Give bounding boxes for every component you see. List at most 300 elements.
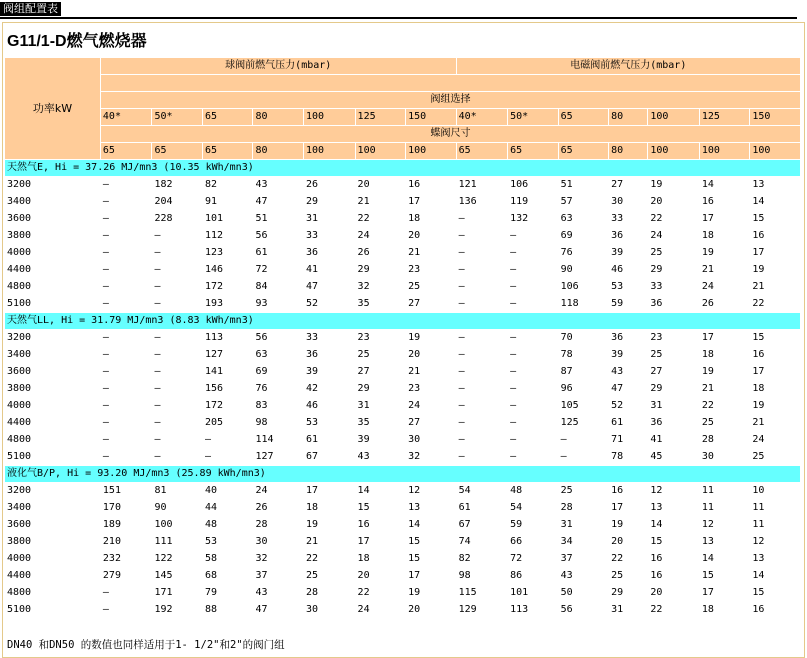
- pressure-value-cell: 204: [152, 194, 202, 210]
- pressure-value-cell: 61: [609, 415, 647, 431]
- pressure-value-cell: 67: [457, 517, 508, 533]
- pressure-value-cell: 12: [648, 483, 699, 499]
- butterfly-size-cell: 65: [559, 143, 609, 159]
- pressure-value-cell: —: [203, 449, 253, 465]
- pressure-value-cell: 28: [700, 432, 750, 448]
- pressure-value-cell: 93: [253, 296, 303, 312]
- pressure-value-cell: 22: [356, 585, 406, 601]
- pressure-value-cell: 192: [152, 602, 202, 618]
- pressure-value-cell: 52: [609, 398, 647, 414]
- power-value-cell: 4000: [5, 398, 100, 414]
- butterfly-size-cell: 100: [648, 143, 699, 159]
- pressure-value-cell: 14: [700, 177, 750, 193]
- pressure-value-cell: 18: [750, 381, 800, 397]
- pressure-value-cell: 36: [304, 347, 355, 363]
- power-value-cell: 5100: [5, 296, 100, 312]
- power-value-cell: 3800: [5, 228, 100, 244]
- pressure-value-cell: 19: [750, 262, 800, 278]
- pressure-value-cell: —: [152, 415, 202, 431]
- pressure-value-cell: 67: [304, 449, 355, 465]
- pressure-value-cell: 13: [750, 177, 800, 193]
- pressure-value-cell: 121: [457, 177, 508, 193]
- pressure-value-cell: 15: [750, 211, 800, 227]
- valve-size-cell: 100: [648, 109, 699, 125]
- pressure-value-cell: 56: [253, 330, 303, 346]
- pressure-value-cell: 119: [508, 194, 558, 210]
- pressure-value-cell: 29: [356, 262, 406, 278]
- pressure-value-cell: 21: [356, 194, 406, 210]
- pressure-value-cell: —: [508, 398, 558, 414]
- power-value-cell: 3600: [5, 364, 100, 380]
- gas-section-row: [5, 466, 800, 482]
- pressure-value-cell: 182: [152, 177, 202, 193]
- power-value-cell: 5100: [5, 602, 100, 618]
- table-row: [5, 262, 800, 278]
- pressure-value-cell: 16: [648, 551, 699, 567]
- pressure-value-cell: 31: [609, 602, 647, 618]
- pressure-value-cell: 13: [648, 500, 699, 516]
- pressure-value-cell: 114: [253, 432, 303, 448]
- pressure-value-cell: 13: [700, 534, 750, 550]
- pressure-value-cell: —: [457, 381, 508, 397]
- pressure-value-cell: 69: [253, 364, 303, 380]
- pressure-value-cell: —: [457, 449, 508, 465]
- pressure-value-cell: 29: [648, 262, 699, 278]
- pressure-value-cell: 132: [508, 211, 558, 227]
- section-tag: 阀组配置表: [0, 2, 61, 16]
- pressure-value-cell: —: [457, 211, 508, 227]
- header-row-butterfly: [5, 126, 800, 142]
- pressure-value-cell: 37: [253, 568, 303, 584]
- pressure-value-cell: —: [152, 364, 202, 380]
- pressure-value-cell: —: [508, 449, 558, 465]
- pressure-value-cell: 15: [648, 534, 699, 550]
- butterfly-size-cell: 100: [700, 143, 750, 159]
- pressure-value-cell: 44: [203, 500, 253, 516]
- pressure-value-cell: 27: [648, 364, 699, 380]
- pressure-value-cell: 34: [559, 534, 609, 550]
- pressure-value-cell: —: [457, 415, 508, 431]
- pressure-value-cell: 43: [609, 364, 647, 380]
- valve-size-cell: 40*: [457, 109, 508, 125]
- pressure-value-cell: —: [101, 364, 152, 380]
- valve-size-cell: 50*: [508, 109, 558, 125]
- pressure-value-cell: 25: [559, 483, 609, 499]
- pressure-value-cell: 30: [304, 602, 355, 618]
- pressure-value-cell: 25: [356, 347, 406, 363]
- pressure-value-cell: 11: [750, 517, 800, 533]
- pressure-value-cell: 136: [457, 194, 508, 210]
- pressure-value-cell: 123: [203, 245, 253, 261]
- pressure-value-cell: 41: [648, 432, 699, 448]
- pressure-value-cell: —: [152, 245, 202, 261]
- table-row: [5, 177, 800, 193]
- butterfly-size-cell: 80: [609, 143, 647, 159]
- pressure-value-cell: 84: [253, 279, 303, 295]
- pressure-value-cell: 87: [559, 364, 609, 380]
- pressure-value-cell: 25: [648, 347, 699, 363]
- pressure-value-cell: 83: [253, 398, 303, 414]
- pressure-value-cell: 189: [101, 517, 152, 533]
- pressure-value-cell: 31: [356, 398, 406, 414]
- pressure-value-cell: 17: [700, 585, 750, 601]
- pressure-value-cell: —: [152, 449, 202, 465]
- pressure-value-cell: 58: [203, 551, 253, 567]
- pressure-value-cell: 61: [457, 500, 508, 516]
- gas-section-row: [5, 160, 800, 176]
- valve-size-cell: 50*: [152, 109, 202, 125]
- pressure-value-cell: —: [508, 415, 558, 431]
- pressure-value-cell: 70: [559, 330, 609, 346]
- pressure-value-cell: 11: [700, 483, 750, 499]
- pressure-value-cell: —: [101, 602, 152, 618]
- pressure-value-cell: 29: [648, 381, 699, 397]
- table-row: [5, 245, 800, 261]
- pressure-value-cell: —: [457, 364, 508, 380]
- pressure-value-cell: 15: [750, 585, 800, 601]
- pressure-value-cell: —: [101, 330, 152, 346]
- power-value-cell: 3400: [5, 194, 100, 210]
- table-row: [5, 551, 800, 567]
- pressure-value-cell: 20: [648, 585, 699, 601]
- power-value-cell: 4400: [5, 568, 100, 584]
- pressure-value-cell: 48: [203, 517, 253, 533]
- pressure-value-cell: 26: [304, 177, 355, 193]
- pressure-value-cell: 24: [648, 228, 699, 244]
- pressure-value-cell: —: [508, 228, 558, 244]
- pressure-value-cell: 32: [356, 279, 406, 295]
- pressure-value-cell: 47: [609, 381, 647, 397]
- pressure-value-cell: 37: [559, 551, 609, 567]
- butterfly-size-header: 蝶阀尺寸: [101, 126, 800, 142]
- table-row: [5, 517, 800, 533]
- pressure-value-cell: 27: [406, 296, 456, 312]
- pressure-value-cell: 48: [508, 483, 558, 499]
- gas-section-title: 天然气LL, Hi = 31.79 MJ/mn3 (8.83 kWh/mn3): [5, 313, 800, 329]
- pressure-value-cell: 20: [406, 347, 456, 363]
- pressure-value-cell: 115: [457, 585, 508, 601]
- pressure-value-cell: 20: [406, 228, 456, 244]
- butterfly-size-cell: 65: [457, 143, 508, 159]
- header-row-spacer: [5, 75, 800, 91]
- pressure-value-cell: —: [152, 381, 202, 397]
- pressure-value-cell: 72: [253, 262, 303, 278]
- pressure-value-cell: 29: [609, 585, 647, 601]
- pressure-value-cell: 25: [648, 245, 699, 261]
- pressure-value-cell: 112: [203, 228, 253, 244]
- pressure-value-cell: 17: [750, 364, 800, 380]
- pressure-value-cell: 21: [700, 262, 750, 278]
- pressure-value-cell: 156: [203, 381, 253, 397]
- pressure-value-cell: 118: [559, 296, 609, 312]
- pressure-value-cell: 22: [750, 296, 800, 312]
- pressure-value-cell: 21: [406, 245, 456, 261]
- pressure-value-cell: 30: [609, 194, 647, 210]
- butterfly-size-cell: 100: [406, 143, 456, 159]
- pressure-value-cell: —: [101, 585, 152, 601]
- pressure-value-cell: 31: [648, 398, 699, 414]
- pressure-value-cell: 24: [356, 602, 406, 618]
- pressure-value-cell: 27: [406, 415, 456, 431]
- pressure-value-cell: —: [203, 432, 253, 448]
- pressure-value-cell: 57: [559, 194, 609, 210]
- pressure-value-cell: 56: [559, 602, 609, 618]
- pressure-value-cell: 53: [304, 415, 355, 431]
- pressure-value-cell: 24: [406, 398, 456, 414]
- pressure-value-cell: 205: [203, 415, 253, 431]
- pressure-value-cell: 20: [406, 602, 456, 618]
- table-row: [5, 330, 800, 346]
- pressure-value-cell: 33: [304, 228, 355, 244]
- power-value-cell: 5100: [5, 449, 100, 465]
- pressure-value-cell: —: [101, 415, 152, 431]
- pressure-value-cell: 82: [203, 177, 253, 193]
- table-row: [5, 415, 800, 431]
- pressure-value-cell: 25: [750, 449, 800, 465]
- pressure-value-cell: 40: [203, 483, 253, 499]
- pressure-value-cell: 20: [609, 534, 647, 550]
- pressure-value-cell: —: [508, 296, 558, 312]
- pressure-value-cell: 17: [700, 330, 750, 346]
- pressure-value-cell: 15: [700, 568, 750, 584]
- pressure-value-cell: —: [101, 381, 152, 397]
- valve-size-cell: 40*: [101, 109, 152, 125]
- pressure-value-cell: 145: [152, 568, 202, 584]
- power-value-cell: 4800: [5, 585, 100, 601]
- pressure-value-cell: 59: [508, 517, 558, 533]
- pressure-value-cell: 18: [304, 500, 355, 516]
- pressure-value-cell: 28: [559, 500, 609, 516]
- pressure-value-cell: 19: [406, 585, 456, 601]
- pressure-value-cell: 43: [356, 449, 406, 465]
- gas-section-row: [5, 313, 800, 329]
- pressure-value-cell: 14: [406, 517, 456, 533]
- pressure-value-cell: —: [508, 262, 558, 278]
- power-value-cell: 3200: [5, 483, 100, 499]
- pressure-value-cell: —: [457, 245, 508, 261]
- pressure-value-cell: —: [457, 296, 508, 312]
- pressure-value-cell: —: [101, 279, 152, 295]
- table-row: [5, 347, 800, 363]
- power-value-cell: 3400: [5, 500, 100, 516]
- pressure-value-cell: 21: [304, 534, 355, 550]
- pressure-value-cell: 33: [304, 330, 355, 346]
- pressure-value-cell: 25: [406, 279, 456, 295]
- pressure-value-cell: 25: [609, 568, 647, 584]
- butterfly-size-cell: 80: [253, 143, 303, 159]
- table-row: [5, 364, 800, 380]
- pressure-value-cell: 47: [253, 194, 303, 210]
- butterfly-size-cell: 65: [203, 143, 253, 159]
- pressure-value-cell: 66: [508, 534, 558, 550]
- pressure-value-cell: 42: [304, 381, 355, 397]
- pressure-value-cell: 82: [457, 551, 508, 567]
- pressure-value-cell: 15: [356, 500, 406, 516]
- pressure-value-cell: 69: [559, 228, 609, 244]
- pressure-value-cell: 16: [700, 194, 750, 210]
- pressure-value-cell: 11: [700, 500, 750, 516]
- pressure-value-cell: 25: [304, 568, 355, 584]
- pressure-value-cell: 171: [152, 585, 202, 601]
- pressure-value-cell: 36: [648, 296, 699, 312]
- pressure-value-cell: 91: [203, 194, 253, 210]
- pressure-value-cell: 17: [700, 211, 750, 227]
- pressure-value-cell: 39: [609, 347, 647, 363]
- pressure-value-cell: 86: [508, 568, 558, 584]
- pressure-value-cell: 19: [304, 517, 355, 533]
- ball-valve-pressure-header: 球阀前燃气压力(mbar): [101, 58, 456, 74]
- pressure-value-cell: 15: [406, 551, 456, 567]
- pressure-value-cell: 12: [750, 534, 800, 550]
- valve-size-cell: 150: [750, 109, 800, 125]
- pressure-value-cell: 45: [648, 449, 699, 465]
- pressure-value-cell: —: [559, 432, 609, 448]
- pressure-value-cell: —: [101, 398, 152, 414]
- pressure-value-cell: 19: [700, 364, 750, 380]
- pressure-value-cell: 24: [356, 228, 406, 244]
- pressure-value-cell: 172: [203, 279, 253, 295]
- pressure-value-cell: —: [101, 211, 152, 227]
- pressure-value-cell: 27: [609, 177, 647, 193]
- pressure-value-cell: 26: [356, 245, 406, 261]
- power-value-cell: 3600: [5, 517, 100, 533]
- pressure-value-cell: 32: [406, 449, 456, 465]
- pressure-value-cell: 39: [356, 432, 406, 448]
- pressure-value-cell: 232: [101, 551, 152, 567]
- valve-table: [4, 57, 801, 619]
- table-row: [5, 211, 800, 227]
- pressure-value-cell: 111: [152, 534, 202, 550]
- pressure-value-cell: 12: [700, 517, 750, 533]
- pressure-value-cell: 27: [356, 364, 406, 380]
- pressure-value-cell: 122: [152, 551, 202, 567]
- table-row: [5, 483, 800, 499]
- pressure-value-cell: 61: [253, 245, 303, 261]
- pressure-value-cell: 13: [406, 500, 456, 516]
- valve-size-cell: 80: [609, 109, 647, 125]
- pressure-value-cell: 22: [648, 211, 699, 227]
- power-value-cell: 3800: [5, 381, 100, 397]
- page-title: G11/1-D燃气燃烧器: [7, 33, 147, 50]
- pressure-value-cell: 228: [152, 211, 202, 227]
- pressure-value-cell: 61: [304, 432, 355, 448]
- pressure-value-cell: 90: [152, 500, 202, 516]
- pressure-value-cell: —: [152, 296, 202, 312]
- pressure-value-cell: 19: [609, 517, 647, 533]
- power-value-cell: 3200: [5, 330, 100, 346]
- pressure-value-cell: —: [508, 381, 558, 397]
- pressure-value-cell: 52: [304, 296, 355, 312]
- pressure-value-cell: —: [559, 449, 609, 465]
- pressure-value-cell: —: [101, 245, 152, 261]
- pressure-value-cell: 41: [304, 262, 355, 278]
- pressure-value-cell: 47: [304, 279, 355, 295]
- pressure-value-cell: 31: [304, 211, 355, 227]
- pressure-value-cell: 13: [750, 551, 800, 567]
- table-row: [5, 228, 800, 244]
- power-value-cell: 3600: [5, 211, 100, 227]
- pressure-value-cell: 56: [253, 228, 303, 244]
- pressure-value-cell: 30: [253, 534, 303, 550]
- pressure-value-cell: 101: [203, 211, 253, 227]
- pressure-value-cell: 72: [508, 551, 558, 567]
- pressure-value-cell: 210: [101, 534, 152, 550]
- pressure-value-cell: 54: [457, 483, 508, 499]
- table-row: [5, 279, 800, 295]
- pressure-value-cell: 100: [152, 517, 202, 533]
- content-panel: [2, 22, 805, 658]
- pressure-value-cell: 18: [406, 211, 456, 227]
- pressure-value-cell: 105: [559, 398, 609, 414]
- pressure-value-cell: 20: [356, 177, 406, 193]
- pressure-value-cell: 47: [253, 602, 303, 618]
- pressure-value-cell: 24: [700, 279, 750, 295]
- pressure-value-cell: 151: [101, 483, 152, 499]
- pressure-value-cell: 170: [101, 500, 152, 516]
- pressure-value-cell: 23: [648, 330, 699, 346]
- pressure-value-cell: —: [101, 347, 152, 363]
- pressure-value-cell: 23: [356, 330, 406, 346]
- power-kw-header: 功率kW: [5, 58, 100, 159]
- pressure-value-cell: —: [152, 330, 202, 346]
- power-value-cell: 4800: [5, 279, 100, 295]
- pressure-value-cell: 19: [700, 245, 750, 261]
- pressure-value-cell: 33: [648, 279, 699, 295]
- valve-size-cell: 125: [700, 109, 750, 125]
- valve-size-cell: 100: [304, 109, 355, 125]
- pressure-value-cell: 30: [700, 449, 750, 465]
- pressure-value-cell: 19: [406, 330, 456, 346]
- pressure-value-cell: 21: [750, 415, 800, 431]
- pressure-value-cell: —: [101, 177, 152, 193]
- butterfly-size-cell: 100: [304, 143, 355, 159]
- pressure-value-cell: 11: [750, 500, 800, 516]
- gas-section-title: 天然气E, Hi = 37.26 MJ/mn3 (10.35 kWh/mn3): [5, 160, 800, 176]
- table-row: [5, 296, 800, 312]
- pressure-value-cell: —: [101, 194, 152, 210]
- pressure-value-cell: 113: [203, 330, 253, 346]
- butterfly-size-cell: 100: [750, 143, 800, 159]
- pressure-value-cell: —: [457, 432, 508, 448]
- pressure-value-cell: 19: [648, 177, 699, 193]
- pressure-value-cell: 101: [508, 585, 558, 601]
- pressure-value-cell: 172: [203, 398, 253, 414]
- pressure-value-cell: 24: [253, 483, 303, 499]
- pressure-value-cell: 78: [559, 347, 609, 363]
- pressure-value-cell: 51: [559, 177, 609, 193]
- pressure-value-cell: 17: [304, 483, 355, 499]
- pressure-value-cell: 22: [304, 551, 355, 567]
- pressure-value-cell: —: [508, 330, 558, 346]
- pressure-value-cell: 96: [559, 381, 609, 397]
- header-row-butterfly-values: [5, 143, 800, 159]
- pressure-value-cell: 10: [750, 483, 800, 499]
- pressure-value-cell: 79: [203, 585, 253, 601]
- pressure-value-cell: 28: [304, 585, 355, 601]
- power-value-cell: 4400: [5, 415, 100, 431]
- pressure-value-cell: 106: [559, 279, 609, 295]
- pressure-value-cell: —: [152, 279, 202, 295]
- pressure-value-cell: 14: [356, 483, 406, 499]
- pressure-value-cell: 36: [609, 330, 647, 346]
- power-value-cell: 4000: [5, 245, 100, 261]
- pressure-value-cell: 106: [508, 177, 558, 193]
- top-header-bar: [0, 0, 807, 20]
- valve-size-cell: 65: [559, 109, 609, 125]
- pressure-value-cell: —: [152, 262, 202, 278]
- pressure-value-cell: 17: [406, 194, 456, 210]
- pressure-value-cell: 53: [609, 279, 647, 295]
